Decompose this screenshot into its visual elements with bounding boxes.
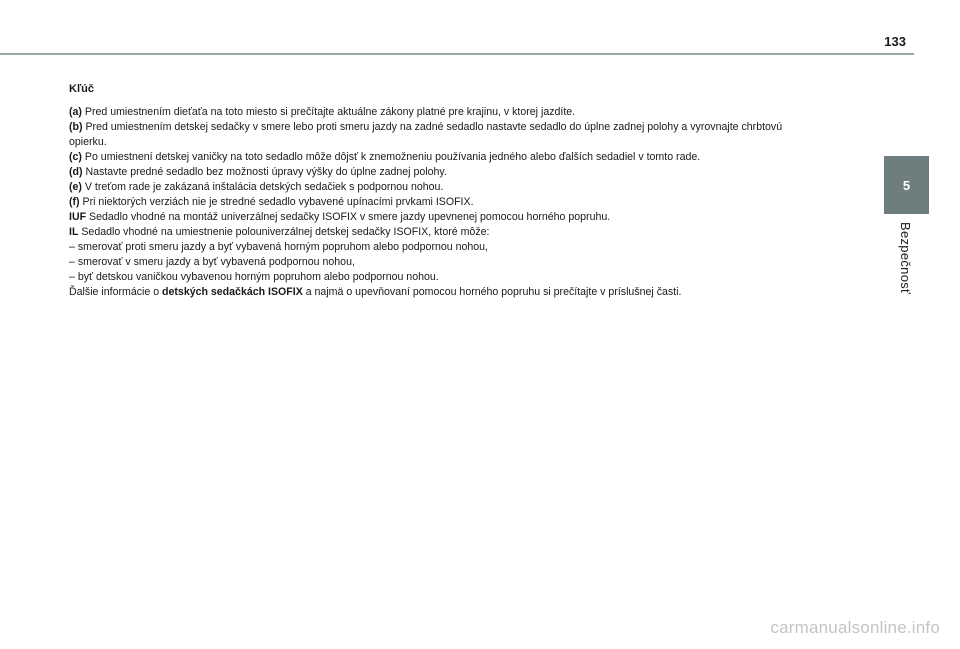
key-text: V treťom rade je zakázaná inštalácia detských sedačiek s podpornou nohou. xyxy=(81,181,444,193)
chapter-number: 5 xyxy=(902,177,911,193)
key-item-il xyxy=(69,225,869,240)
key-label: IUF xyxy=(69,211,87,223)
list-item-text: – smerovať v smeru jazdy a byť vybavená podpornou nohou, xyxy=(69,256,355,268)
key-label: (c) xyxy=(69,151,82,163)
key-label: (d) xyxy=(69,166,83,178)
key-label: (b) xyxy=(69,121,83,133)
key-text: Sedadlo vhodné na montáž univerzálnej sedačky ISOFIX v smere jazdy upevnenej pomocou horného popruhu. xyxy=(86,211,611,223)
key-label: (f) xyxy=(69,196,80,208)
list-item-text: – byť detskou vaničkou vybavenou horným popruhom alebo podpornou nohou. xyxy=(69,271,439,283)
list-item xyxy=(69,255,869,270)
key-item-c xyxy=(69,150,869,165)
chapter-tab[interactable] xyxy=(884,156,929,214)
key-item-d xyxy=(69,165,869,180)
more-info-before: Ďalšie informácie o xyxy=(69,286,163,298)
key-item-a xyxy=(69,105,869,120)
key-text: Pred umiestnením detskej sedačky v smere lebo proti smeru jazdy na zadné sedadlo nastavte sedadlo do úplne zadnej polohy a vyrovnajte chrbtovú xyxy=(82,121,783,133)
watermark: carmanualsonline.info xyxy=(770,618,940,637)
list-item-text: – smerovať proti smeru jazdy a byť vybavená horným popruhom alebo podpornou nohou, xyxy=(69,241,488,253)
key-text: opierku. xyxy=(69,136,107,148)
key-item-e xyxy=(69,180,869,195)
chapter-label xyxy=(884,222,929,322)
key-item-b-continued xyxy=(69,135,869,150)
page-number: 133 xyxy=(884,34,906,49)
key-label: IL xyxy=(69,226,79,238)
key-label: (e) xyxy=(69,181,82,193)
key-text: Nastavte predné sedadlo bez možnosti úpravy výšky do úplne zadnej polohy. xyxy=(82,166,447,178)
key-text: Sedadlo vhodné na umiestnenie polouniverzálnej detskej sedačky ISOFIX, ktoré môže: xyxy=(78,226,490,238)
list-item xyxy=(69,240,869,255)
more-info-after: a najmä o upevňovaní pomocou horného popruhu si prečítajte v príslušnej časti. xyxy=(302,286,682,298)
key-text: Pred umiestnením dieťaťa na toto miesto si prečítajte aktuálne zákony platné pre krajinu, v ktorej jazdíte. xyxy=(81,106,576,118)
list-item xyxy=(69,270,869,285)
key-section xyxy=(69,82,869,300)
more-info-line xyxy=(69,285,869,300)
key-item-iuf xyxy=(69,210,869,225)
key-item-f xyxy=(69,195,869,210)
key-item-b xyxy=(69,120,869,135)
chapter-title: Bezpečnosť xyxy=(898,222,913,295)
isofix-reference: detských sedačkách ISOFIX xyxy=(162,286,303,298)
header-divider xyxy=(0,53,914,55)
key-text: Po umiestnení detskej vaničky na toto sedadlo môže dôjsť k znemožneniu používania jedného alebo ďalších sedadiel v tomto rade. xyxy=(81,151,701,163)
key-label: (a) xyxy=(69,106,82,118)
section-title: Kľúč xyxy=(69,83,95,95)
key-text: Pri niektorých verziách nie je stredné sedadlo vybavené upínacími prvkami ISOFIX. xyxy=(79,196,474,208)
